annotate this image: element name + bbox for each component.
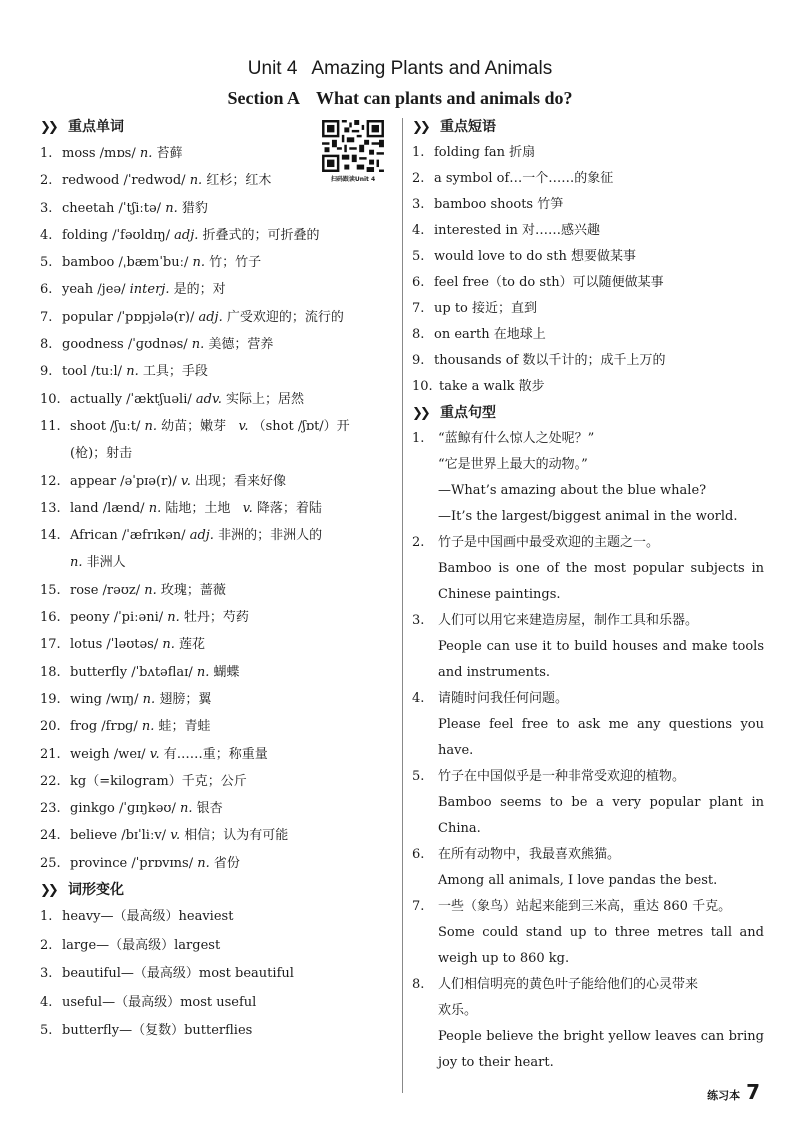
part-of-speech: n.	[148, 500, 162, 516]
vocab-word: cheetah /ˈtʃiːtə/	[62, 200, 162, 216]
page-footer	[707, 1080, 760, 1104]
part-of-speech: n.	[142, 691, 156, 707]
item-number: 21.	[40, 746, 61, 762]
phrase-item	[412, 218, 764, 244]
sentence-chinese	[412, 894, 764, 920]
sentence-english: Among all animals, I love pandas the best.	[438, 873, 718, 888]
part-of-speech: n.	[162, 637, 175, 653]
item-number: 4.	[40, 994, 53, 1010]
phrases-list	[412, 140, 764, 400]
vocab-word: tool /tuːl/	[62, 364, 123, 380]
vocab-word: lotus /ˈləʊtəs/	[70, 637, 159, 653]
vocab-item	[40, 713, 400, 740]
vocab-item	[40, 276, 400, 303]
item-number: 17.	[40, 637, 61, 653]
vocab-item	[40, 850, 400, 877]
vocab-meaning: 广受欢迎的；流行的	[226, 309, 344, 325]
vocab-word: popular /ˈpɒpjələ(r)/	[62, 309, 195, 325]
double-chevron-icon: ❯❯	[40, 883, 56, 899]
vocab-item	[40, 167, 400, 194]
sentence-item	[412, 686, 764, 764]
sentence-item	[412, 894, 764, 972]
part-of-speech: adv.	[195, 391, 222, 407]
sentences-heading: ❯❯ 重点句型	[412, 400, 764, 426]
vocab-word: wing /wɪŋ/	[70, 691, 139, 707]
word-form-item	[40, 903, 400, 932]
item-number: 9.	[412, 353, 425, 368]
item-number: 5.	[40, 255, 53, 271]
section-name: What can plants and animals do?	[315, 88, 573, 108]
sentence-english: People can use it to build houses and make tools	[438, 639, 764, 654]
item-number: 2.	[412, 171, 425, 186]
sentence-chinese-text: 人们相信明亮的黄色叶子能给他们的心灵带来	[438, 977, 699, 992]
double-chevron-icon: ❯❯	[412, 120, 428, 135]
item-number: 23.	[40, 801, 61, 817]
sentence-item	[412, 842, 764, 894]
phrase-item	[412, 322, 764, 348]
vocab-meaning: 降落；着陆	[256, 500, 322, 516]
section-code: Section A	[227, 88, 300, 108]
phrase-text: feel free（to do sth）可以随便做某事	[434, 275, 664, 290]
vocab-meaning: 苔藓	[156, 146, 183, 161]
item-number: 3.	[40, 966, 53, 982]
part-of-speech: n.	[139, 146, 153, 161]
unit-number: Unit 4	[247, 58, 298, 79]
item-number: 16.	[40, 610, 61, 626]
phrase-text: on earth 在地球上	[434, 327, 546, 342]
phrase-text: would love to do sth 想要做某事	[434, 249, 636, 264]
phrase-text: folding fan 折扇	[434, 145, 536, 160]
item-number: 13.	[40, 500, 61, 516]
sentence-chinese-text: “它是世界上最大的动物。”	[438, 457, 588, 472]
item-number: 6.	[40, 282, 53, 298]
word-forms-list	[40, 903, 400, 1046]
vocab-meaning: 美德；营养	[208, 337, 274, 353]
sentence-item	[412, 530, 764, 608]
part-of-speech: n.	[144, 582, 157, 598]
vocab-meaning: 竹；竹子	[209, 255, 262, 271]
left-column	[40, 114, 400, 1046]
phrase-item	[412, 296, 764, 322]
vocab-item	[40, 304, 400, 331]
sentence-chinese-text: 竹子在中国似乎是一种非常受欢迎的植物。	[438, 769, 686, 784]
unit-name: Amazing Plants and Animals	[311, 58, 553, 79]
part-of-speech: adj.	[174, 227, 199, 243]
sentence-chinese-text: 请随时问我任何问题。	[438, 691, 569, 706]
sentence-english: joy to their heart.	[438, 1055, 554, 1070]
item-number: 7.	[40, 309, 53, 325]
vocab-word: butterfly /ˈbʌtəflaɪ/	[70, 664, 193, 680]
vocab-item-continued	[40, 440, 400, 467]
phrase-item	[412, 270, 764, 296]
item-number: 1.	[40, 909, 53, 925]
vocab-word: folding /ˈfəʊldɪŋ/	[62, 227, 171, 243]
item-number: 8.	[412, 977, 425, 992]
sentence-chinese-text: “蓝鲸有什么惊人之处呢？”	[438, 431, 595, 446]
sentence-item	[412, 764, 764, 842]
vocab-item	[40, 604, 400, 631]
vocab-word: kg（=kilogram）千克；公斤	[70, 773, 247, 789]
vocab-meaning: 红杉；红木	[206, 173, 272, 189]
vocab-meaning: 猎豹	[181, 200, 208, 216]
item-number: 1.	[412, 145, 425, 160]
vocab-word: appear /əˈpɪə(r)/	[70, 473, 177, 489]
vocab-item	[40, 413, 400, 440]
vocab-meaning: 有……重；称重量	[163, 746, 268, 762]
item-number: 18.	[40, 664, 61, 680]
word-form-text: beautiful—（最高级）most beautiful	[62, 966, 294, 982]
vocab-item	[40, 222, 400, 249]
part-of-speech: interj.	[129, 282, 170, 298]
part-of-speech: n.	[70, 555, 83, 571]
vocab-meaning: 翅膀；翼	[159, 691, 212, 707]
item-number: 9.	[40, 364, 53, 380]
vocab-meaning: 非洲的；非洲人的	[218, 528, 323, 544]
item-number: 2.	[40, 937, 53, 953]
vocab-item	[40, 495, 400, 522]
part-of-speech: adj.	[189, 528, 214, 544]
vocab-meaning: 幼苗；嫩芽	[161, 418, 227, 434]
vocab-word: redwood /ˈredwʊd/	[62, 173, 186, 189]
item-number: 1.	[412, 431, 425, 446]
vocab-item	[40, 522, 400, 549]
vocab-word: province /ˈprɒvɪns/	[70, 855, 194, 871]
item-number: 3.	[412, 197, 425, 212]
sentence-item	[412, 972, 764, 1076]
vocab-word: yeah /jeə/	[62, 282, 126, 298]
vocab-item	[40, 468, 400, 495]
vocab-item	[40, 140, 400, 167]
vocab-meaning: 莲花	[179, 637, 206, 653]
vocab-word: rose /rəʊz/	[70, 582, 141, 598]
item-number: 5.	[412, 249, 425, 264]
part-of-speech: v.	[242, 500, 253, 516]
sentence-chinese	[412, 686, 764, 712]
word-form-item	[40, 960, 400, 989]
sentence-english: have.	[438, 743, 474, 758]
phrase-item	[412, 166, 764, 192]
part-of-speech: v.	[170, 828, 181, 844]
vocab-meaning: 出现；看来好像	[194, 473, 286, 489]
right-column	[412, 114, 764, 1076]
part-of-speech: v.	[238, 418, 249, 434]
sentence-chinese	[412, 426, 764, 452]
word-form-item	[40, 1017, 400, 1046]
sentence-english: China.	[438, 821, 481, 836]
item-number: 3.	[40, 200, 53, 216]
vocab-item	[40, 631, 400, 658]
double-chevron-icon: ❯❯	[412, 406, 428, 421]
item-number: 6.	[412, 847, 425, 862]
sentence-chinese	[412, 842, 764, 868]
sentence-english: and instruments.	[438, 665, 551, 680]
part-of-speech: n.	[167, 610, 180, 626]
item-number: 14.	[40, 528, 61, 544]
word-form-text: butterfly—（复数）butterflies	[62, 1023, 253, 1039]
word-form-text: useful—（最高级）most useful	[62, 994, 257, 1010]
vocab-word: actually /ˈæktʃuəli/	[70, 391, 192, 407]
word-form-text: heavy—（最高级）heaviest	[62, 909, 234, 925]
phrase-item	[412, 192, 764, 218]
vocab-word: bamboo /ˌbæmˈbuː/	[62, 255, 189, 271]
sentence-chinese	[412, 530, 764, 556]
vocab-meaning: 是的；对	[173, 282, 226, 298]
sentence-english: Bamboo is one of the most popular subjects in	[438, 561, 764, 576]
item-number: 4.	[412, 223, 425, 238]
qr-caption: 扫码跟读Unit 4	[330, 176, 376, 183]
item-number: 4.	[40, 227, 53, 243]
part-of-speech: n.	[189, 173, 203, 189]
item-number: 24.	[40, 828, 61, 844]
vocab-item	[40, 358, 400, 385]
sentence-chinese	[412, 972, 764, 998]
vocab-item	[40, 686, 400, 713]
item-number: 20.	[40, 719, 61, 735]
sentence-chinese-text: 竹子是中国画中最受欢迎的主题之一。	[438, 535, 660, 550]
item-number: 12.	[40, 473, 61, 489]
vocab-item-continued	[40, 549, 400, 576]
vocab-item	[40, 331, 400, 358]
vocab-meaning: 非洲人	[86, 555, 126, 571]
vocab-item	[40, 249, 400, 276]
item-number: 3.	[412, 613, 425, 628]
item-number: 6.	[412, 275, 425, 290]
item-number: 19.	[40, 691, 61, 707]
sentence-english: —It’s the largest/biggest animal in the world.	[438, 509, 738, 524]
part-of-speech: n.	[144, 418, 157, 434]
item-number: 5.	[40, 1023, 53, 1039]
item-number: 5.	[412, 769, 425, 784]
item-number: 15.	[40, 582, 61, 598]
sentence-english: Chinese paintings.	[438, 587, 561, 602]
vocab-meaning: (枪)；射击	[70, 446, 133, 462]
vocab-word: land /lænd/	[70, 500, 145, 516]
vocab-meaning: 蛙；青蛙	[158, 719, 211, 735]
vocab-meaning: 实际上；居然	[226, 391, 305, 407]
phrase-text: take a walk 散步	[439, 379, 545, 394]
item-number: 10.	[412, 379, 433, 394]
part-of-speech: n.	[141, 719, 155, 735]
phrase-text: up to 接近；直到	[434, 301, 538, 316]
vocab-meaning: 工具；手段	[142, 364, 208, 380]
sentence-chinese-text: 欢乐。	[438, 1003, 478, 1018]
vocab-meaning: 相信；认为有可能	[184, 828, 289, 844]
item-number: 2.	[40, 173, 53, 189]
item-number: 11.	[40, 418, 61, 434]
item-number: 22.	[40, 773, 61, 789]
word-form-text: large—（最高级）largest	[62, 937, 221, 953]
vocab-meaning: 折叠式的；可折叠的	[202, 227, 320, 243]
vocab-word: frog /frɒɡ/	[70, 719, 138, 735]
vocab-word: believe /bɪˈliːv/	[70, 828, 167, 844]
phrase-item	[412, 348, 764, 374]
item-number: 8.	[40, 337, 53, 353]
sentence-chinese	[412, 764, 764, 790]
item-number: 8.	[412, 327, 425, 342]
sentence-chinese-text: 一些（象鸟）站起来能到三米高，重达 860 千克。	[438, 899, 732, 914]
vocab-meaning: （shot /ʃɒt/）开	[252, 418, 350, 434]
item-number: 4.	[412, 691, 425, 706]
part-of-speech: n.	[126, 364, 139, 380]
unit-title	[0, 58, 800, 80]
section-title	[0, 88, 800, 109]
vocab-meaning: 蝴蝶	[213, 664, 240, 680]
sentence-chinese-text: 人们可以用它来建造房屋，制作工具和乐器。	[438, 613, 699, 628]
phrases-heading: ❯❯ 重点短语	[412, 114, 764, 140]
sentence-english: People believe the bright yellow leaves can bring	[438, 1029, 764, 1044]
vocab-item	[40, 195, 400, 222]
sentence-english: weigh up to 860 kg.	[438, 951, 570, 966]
part-of-speech: n.	[196, 664, 210, 680]
part-of-speech: n.	[165, 200, 178, 216]
vocab-item	[40, 795, 400, 822]
sentence-english: Some could stand up to three metres tall and	[438, 925, 764, 940]
part-of-speech: n.	[191, 337, 205, 353]
item-number: 7.	[412, 301, 425, 316]
part-of-speech: adj.	[198, 309, 223, 325]
vocab-word: shoot /ʃuːt/	[70, 418, 141, 434]
word-forms-heading: ❯❯ 词形变化	[40, 877, 400, 903]
phrase-item	[412, 140, 764, 166]
vocab-word: weigh /weɪ/	[70, 746, 146, 762]
phrase-item	[412, 244, 764, 270]
sentence-english: Bamboo seems to be a very popular plant in	[438, 795, 764, 810]
part-of-speech: n.	[192, 255, 206, 271]
page-number: 7	[746, 1080, 760, 1104]
sentence-item	[412, 426, 764, 530]
vocab-item	[40, 822, 400, 849]
sentence-chinese-text: 在所有动物中，我最喜欢熊猫。	[438, 847, 621, 862]
vocab-word: goodness /ˈɡʊdnəs/	[62, 337, 188, 353]
sentence-chinese	[412, 608, 764, 634]
part-of-speech: n.	[179, 801, 193, 817]
vocabulary-list	[40, 140, 400, 877]
sentence-english: Please feel free to ask me any questions you	[438, 717, 764, 732]
vocab-word: ginkgo /ˈɡɪŋkəʊ/	[70, 801, 176, 817]
part-of-speech: v.	[180, 473, 191, 489]
part-of-speech: n.	[197, 855, 210, 871]
vocab-item	[40, 768, 400, 795]
vocab-word: African /ˈæfrɪkən/	[70, 528, 186, 544]
sentence-chinese	[412, 452, 764, 478]
item-number: 7.	[412, 899, 425, 914]
sentence-chinese	[412, 998, 764, 1024]
item-number: 2.	[412, 535, 425, 550]
vocab-meaning: 牡丹；芍药	[183, 610, 249, 626]
vocab-item	[40, 577, 400, 604]
vocab-meaning: 省份	[213, 855, 240, 871]
vocab-item	[40, 659, 400, 686]
sentences-list	[412, 426, 764, 1076]
sentence-item	[412, 608, 764, 686]
double-chevron-icon: ❯❯	[40, 120, 56, 135]
part-of-speech: v.	[149, 746, 160, 762]
vocab-meaning: 玫瑰；蔷薇	[160, 582, 226, 598]
phrase-text: interested in 对……感兴趣	[434, 223, 601, 238]
phrase-text: bamboo shoots 竹笋	[434, 197, 564, 212]
brand-label: 练习本	[707, 1089, 741, 1102]
column-divider	[402, 118, 403, 1093]
phrase-text: thousands of 数以千计的；成千上万的	[434, 353, 666, 368]
word-form-item	[40, 932, 400, 961]
item-number: 10.	[40, 391, 61, 407]
vocab-meaning: 银杏	[196, 801, 223, 817]
vocab-word: moss /mɒs/	[62, 146, 136, 161]
vocabulary-heading: ❯❯ 重点单词	[40, 114, 400, 140]
phrase-text: a symbol of…一个……的象征	[434, 171, 614, 186]
vocab-item	[40, 741, 400, 768]
vocab-item	[40, 386, 400, 413]
sentence-english: —What’s amazing about the blue whale?	[438, 483, 707, 498]
phrase-item	[412, 374, 764, 400]
vocab-meaning: 陆地；土地	[165, 500, 231, 516]
vocab-word: peony /ˈpiːəni/	[70, 610, 164, 626]
item-number: 1.	[40, 146, 53, 161]
word-form-item	[40, 989, 400, 1018]
item-number: 25.	[40, 855, 61, 871]
